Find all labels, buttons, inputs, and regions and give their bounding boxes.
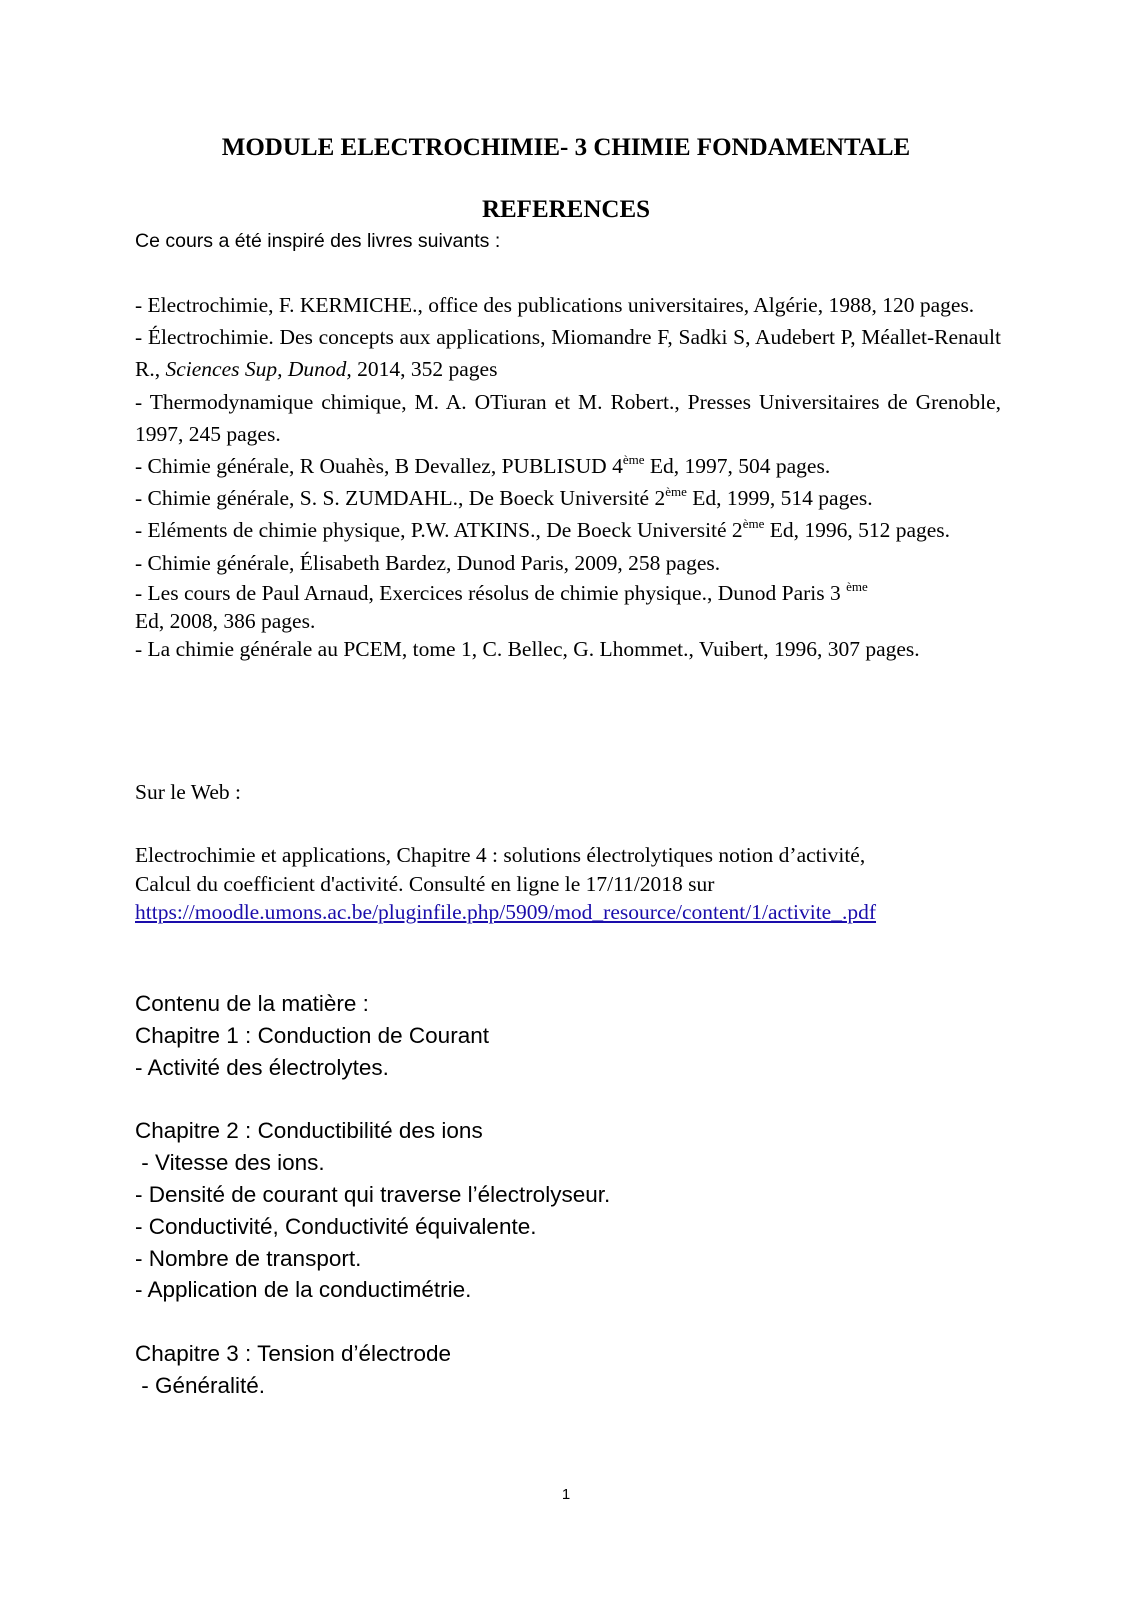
chapter-item: - Densité de courant qui traverse l’électrolyseur. [135, 1181, 611, 1207]
reference-publisher: Sciences Sup, Dunod, [165, 357, 352, 382]
reference-item: - Electrochimie, F. KERMICHE., office des publications universitaires, Algérie, 1988, 120 pages. [135, 293, 975, 317]
chapter-item: - Vitesse des ions. [135, 1150, 325, 1176]
chapter-item: - Nombre de transport. [135, 1245, 362, 1271]
reference-text: Ed, 2008, 386 pages. [135, 608, 316, 633]
reference-item: - Thermodynamique chimique, M. A. OTiuran et M. Robert., Presses Universitaires de Grenoble, 1997, 245 pages. [135, 389, 1001, 446]
reference-text: 2014, 352 pages [351, 357, 498, 382]
ordinal-superscript: ème [742, 516, 765, 532]
chapter-title: Chapitre 1 : Conduction de Courant [135, 1022, 489, 1048]
reference-text: Ed, 1999, 514 pages. [686, 486, 873, 511]
reference-text: - Électrochimie. Des concepts aux applications, Miomandre F, Sadki S, Audebert P, Méallet-Renault R., [135, 325, 1001, 382]
page-number: 1 [561, 1486, 571, 1503]
reference-text: - Eléments de chimie physique, P.W. ATKINS., De Boeck Université 2 [135, 518, 743, 543]
web-reference-line: Electrochimie et applications, Chapitre 4 : solutions électrolytiques notion d’activité, [135, 843, 866, 867]
reference-text: Ed, 1997, 504 pages. [644, 454, 831, 479]
reference-item [135, 321, 1001, 385]
web-reference-line: Calcul du coefficient d'activité. Consulté en ligne le 17/11/2018 sur [135, 871, 715, 896]
chapter-title: Chapitre 3 : Tension d’électrode [135, 1341, 452, 1367]
ordinal-superscript: ème [622, 452, 645, 468]
reference-item [135, 482, 1001, 514]
chapter-title: Chapitre 2 : Conductibilité des ions [135, 1118, 483, 1144]
reference-item: - La chimie générale au PCEM, tome 1, C. Bellec, G. Lhommet., Vuibert, 1996, 307 pages. [135, 636, 920, 661]
web-heading: Sur le Web : [135, 780, 241, 804]
references-heading: REFERENCES [481, 196, 651, 223]
chapter-item: - Activité des électrolytes. [135, 1054, 389, 1080]
reference-text: - Les cours de Paul Arnaud, Exercices résolus de chimie physique., Dunod Paris 3 [135, 580, 841, 605]
ordinal-superscript: ème [846, 578, 868, 594]
web-reference-link[interactable]: https://moodle.umons.ac.be/pluginfile.php/5909/mod_resource/content/1/activite_.pdf [135, 900, 877, 924]
reference-text: - Chimie générale, R Ouahès, B Devallez, PUBLISUD 4 [135, 454, 623, 479]
reference-item [135, 514, 1001, 546]
reference-item: - Chimie générale, Élisabeth Bardez, Dunod Paris, 2009, 258 pages. [135, 550, 721, 575]
document-title: MODULE ELECTROCHIMIE- 3 CHIMIE FONDAMENTALE [221, 134, 911, 161]
contents-heading: Contenu de la matière : [135, 991, 369, 1016]
web-reference [135, 841, 1001, 927]
reference-text: - Chimie générale, S. S. ZUMDAHL., De Boeck Université 2 [135, 486, 666, 511]
chapter-item: - Généralité. [135, 1372, 266, 1398]
reference-text: Ed, 1996, 512 pages. [764, 518, 951, 543]
chapter-item: - Application de la conductimétrie. [135, 1277, 472, 1303]
ordinal-superscript: ème [665, 484, 687, 500]
intro-text: Ce cours a été inspiré des livres suivants : [135, 230, 501, 252]
course-contents [135, 988, 610, 1402]
chapter-item: - Conductivité, Conductivité équivalente. [135, 1213, 537, 1239]
reference-item [135, 579, 1001, 635]
references-list [135, 289, 1001, 663]
reference-item [135, 450, 1001, 482]
